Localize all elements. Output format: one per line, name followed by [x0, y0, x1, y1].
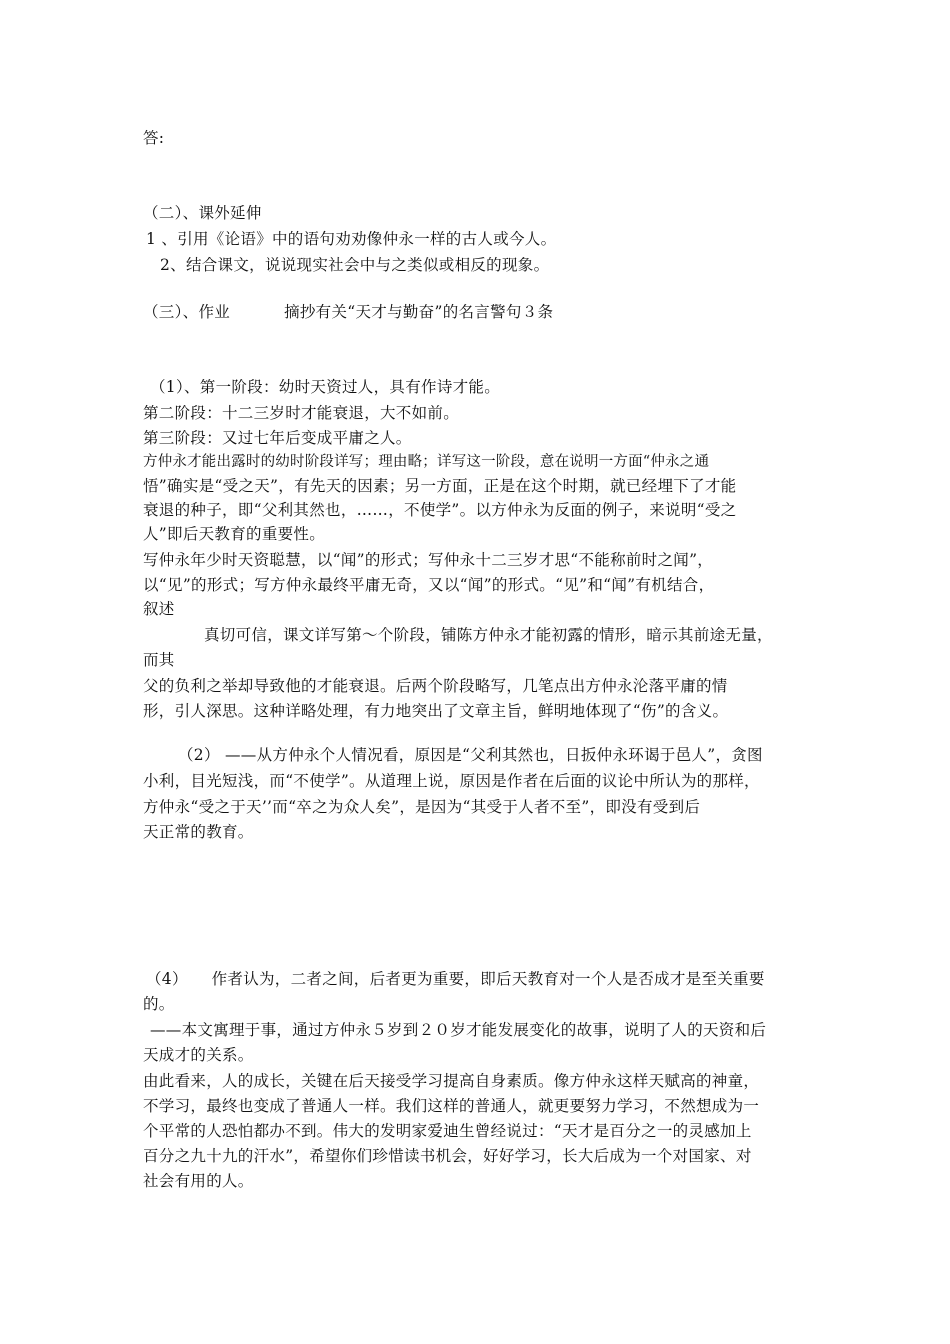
answer-4-line-1: （4） 作者认为，二者之间，后者更为重要，即后天教育对一个人是否成才是至关重要: [146, 970, 765, 988]
answer-4-line-3: ——本文寓理于事，通过方仲永５岁到２０岁才能发展变化的故事，说明了人的天资和后: [150, 1021, 767, 1039]
answer-1-line-4: 方仲永才能出露时的幼时阶段详写；理由略；详写这一阶段，意在说明一方面“仲永之通: [143, 454, 710, 470]
answer-1-line-5: 悟”确实是“受之天”，有先天的因素；另一方面，正是在这个时期，就已经埋下了才能: [143, 477, 737, 495]
answer-1-line-2: 第二阶段：十二三岁时才能衰退，大不如前。: [143, 404, 460, 422]
answer-4-line-4: 天成才的关系。: [143, 1046, 254, 1064]
answer-label: 答:: [143, 129, 165, 147]
answer-1-line-8: 写仲永年少时天资聪慧，以“闻”的形式；写仲永十二三岁才思“不能称前时之闻”，: [143, 551, 714, 569]
answer-2-line-1: （2） ——从方仲永个人情况看，原因是“父利其然也，日扳仲永环谒于邑人”，贪图: [178, 746, 763, 764]
homework-text: 摘抄有关“天才与勤奋”的名言警句３条: [284, 303, 554, 321]
answer-4-line-2: 的。: [143, 995, 175, 1013]
answer-4-line-8: 百分之九十九的汗水”，希望你们珍惜读书机会，好好学习，长大后成为一个对国家、对: [143, 1147, 752, 1165]
answer-1-line-14: 形，引人深思。这种详略处理，有力地突出了文章主旨，鲜明地体现了“伤”的含义。: [143, 702, 729, 720]
answer-1-line-9: 以“见”的形式；写方仲永最终平庸无奇，又以“闻”的形式。“见”和“闻”有机结合，: [143, 576, 715, 594]
answer-1-line-3: 第三阶段：又过七年后变成平庸之人。: [143, 429, 412, 447]
answer-1-line-10: 叙述: [143, 600, 175, 618]
extension-heading: （二）、课外延伸: [143, 204, 262, 222]
extension-item-2: 2、结合课文，说说现实社会中与之类似或相反的现象。: [160, 256, 550, 274]
answer-4-line-7: 个平常的人恐怕都办不到。伟大的发明家爱迪生曾经说过：“天才是百分之一的灵感加上: [143, 1122, 752, 1140]
answer-1-line-1: （1）、第一阶段：幼时天资过人，具有作诗才能。: [150, 378, 501, 396]
answer-1-line-11: 真切可信，课文详写第～个阶段，铺陈方仲永才能初露的情形，暗示其前途无量，: [204, 626, 773, 644]
answer-1-line-13: 父的负利之举却导致他的才能衰退。后两个阶段略写，几笔点出方仲永沦落平庸的情: [143, 677, 728, 695]
answer-2-line-3: 方仲永“受之于天’’而“卒之为众人矣”，是因为“其受于人者不至”，即没有受到后: [143, 798, 701, 816]
answer-1-line-12: 而其: [143, 651, 175, 669]
answer-1-line-7: 人”即后天教育的重要性。: [143, 525, 326, 543]
answer-2-line-4: 天正常的教育。: [143, 823, 254, 841]
homework-line: [143, 302, 553, 322]
answer-1-line-6: 衰退的种子，即“父利其然也，……，不使学”。以方仲永为反面的例子，来说明“受之: [143, 501, 737, 519]
answer-4-line-9: 社会有用的人。: [143, 1172, 254, 1190]
answer-2-line-2: 小利，目光短浅，而“不使学”。从道理上说，原因是作者在后面的议论中所认为的那样，: [143, 772, 760, 790]
answer-4-line-6: 不学习，最终也变成了普通人一样。我们这样的普通人，就更要努力学习，不然想成为一: [143, 1097, 760, 1115]
extension-item-1: 1 、引用《论语》中的语句劝劝像仲永一样的古人或今人。: [146, 230, 557, 248]
answer-4-line-5: 由此看来，人的成长，关键在后天接受学习提高自身素质。像方仲永这样天赋高的神童，: [143, 1072, 760, 1090]
homework-label: （三）、作业: [143, 303, 231, 321]
